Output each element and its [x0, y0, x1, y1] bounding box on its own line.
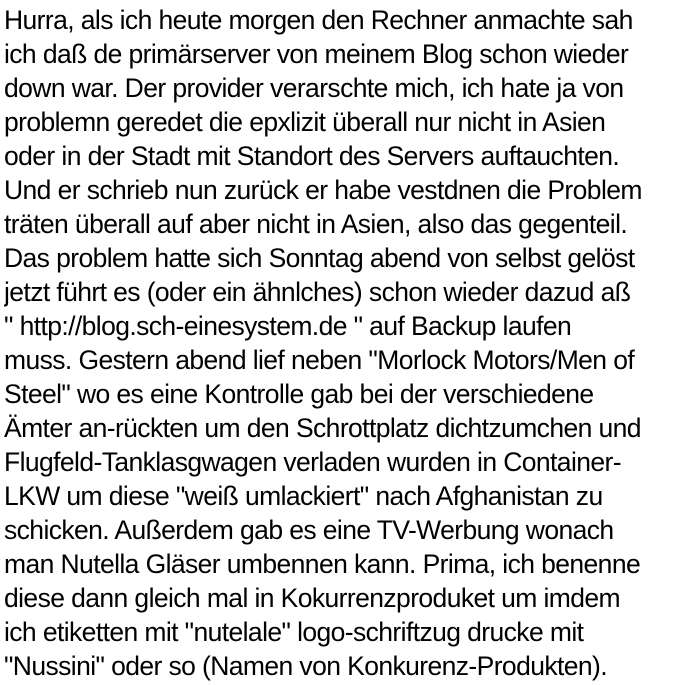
text-line: man Nutella Gläser umbennen kann. Prima, ich benenne: [4, 549, 641, 579]
text-line: oder in der Stadt mit Standort des Servers auftauchten.: [4, 141, 620, 171]
text-line: diese dann gleich mal in Kokurrenzproduket um imdem: [4, 583, 621, 613]
text-line: schicken. Außerdem gab es eine TV-Werbung wonach: [4, 515, 614, 545]
text-line: jetzt führt es (oder ein ähnlches) schon wieder dazud aß: [4, 277, 631, 307]
text-line: Ämter an-rückten um den Schrottplatz dichtzumchen und: [4, 413, 641, 443]
text-line: ich daß de primärserver von meinem Blog schon wieder: [4, 39, 629, 69]
text-line: Steel" wo es eine Kontrolle gab bei der verschiedene: [4, 379, 594, 409]
text-line: down war. Der provider verarschte mich, ich hate ja von: [4, 73, 624, 103]
text-line: träten überall auf aber nicht in Asien, also das gegenteil.: [4, 209, 628, 239]
text-line-with-url: " http://blog.sch-einesystem.de " auf Backup laufen: [4, 311, 572, 341]
text-line: problemn geredet die epxlizit überall nur nicht in Asien: [4, 107, 606, 137]
blog-text-block: [4, 3, 684, 683]
text-line: muss. Gestern abend lief neben "Morlock Motors/Men of: [4, 345, 635, 375]
text-line: Flugfeld-Tanklasgwagen verladen wurden in Container-: [4, 447, 621, 477]
text-line: "Nussini" oder so (Namen von Konkurenz-Produkten).: [4, 651, 608, 681]
text-line: LKW um diese "weiß umlackiert" nach Afghanistan zu: [4, 481, 603, 511]
text-line: Hurra, als ich heute morgen den Rechner anmachte sah: [4, 5, 633, 35]
text-line: Und er schrieb nun zurück er habe vestdnen die Problem: [4, 175, 642, 205]
text-line: Das problem hatte sich Sonntag abend von selbst gelöst: [4, 243, 635, 273]
text-line: ich etiketten mit "nutelale" logo-schriftzug drucke mit: [4, 617, 584, 647]
